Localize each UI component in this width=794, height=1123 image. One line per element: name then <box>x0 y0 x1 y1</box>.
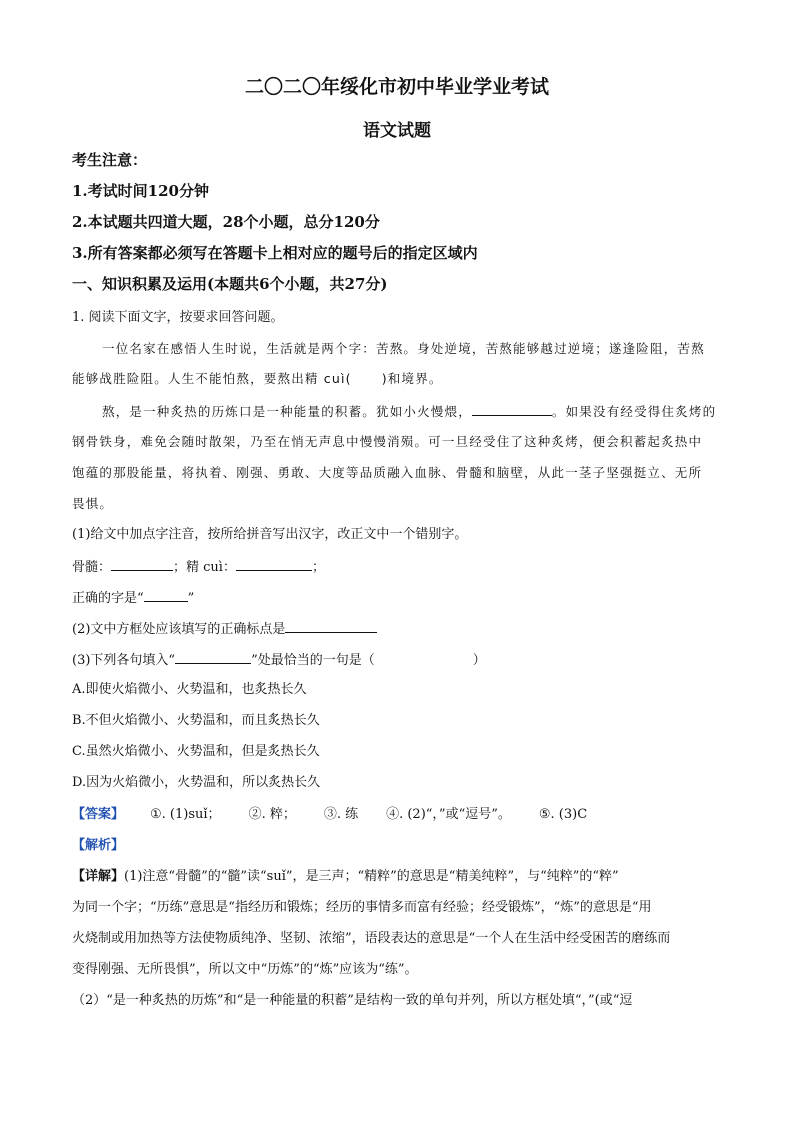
passage-1-line-2 <box>72 369 724 389</box>
option-c[interactable]: C.虽然火焰微小、火势温和，但是炙热长久 <box>72 744 320 759</box>
passage-1-line-2-end: )和境界。 <box>381 371 443 386</box>
exam-subtitle: 语文试题 <box>363 121 431 141</box>
detail-tag: 【详解】 <box>72 869 125 884</box>
passage-2-line-3: 饱蕴的那股能量，将执着、刚强、勇敢、大度等品质融入血脉、骨髓和脑壁，从此一茎子坚强挺立、无所 <box>72 465 703 480</box>
answer-item-1: ①. (1)suǐ； <box>150 807 221 822</box>
passage-2-line-4: 畏惧。 <box>72 496 114 511</box>
correct-char-label: 正确的字是“ <box>72 591 144 606</box>
punctuation-blank[interactable] <box>285 618 377 633</box>
analysis-line-4: 变得刚强、无所畏惧”，所以文中“历炼”的“炼”应该为“练”。 <box>72 962 418 977</box>
passage-2-line-1-text: 熬，是一种炙热的历炼口是一种能量的积蓄。犹如小火慢煨， <box>102 404 472 419</box>
analysis-line-3: 火烧制或用加热等方法使物质纯净、坚韧、浓缩”，语段表达的意思是“一个人在生活中经受困苦的磨练而 <box>72 931 671 946</box>
sub-question-3 <box>72 649 724 671</box>
sub-question-3-end: ） <box>472 653 486 668</box>
passage-1-line-1: 一位名家在感悟人生时说，生活就是两个字：苦熬。身处逆境，苦熬能够越过逆境；遂逢险阻，苦熬 <box>102 341 705 356</box>
fill-label-gusui: 骨髓： <box>72 560 112 575</box>
answer-item-5: ⑤. (3)C <box>538 807 588 822</box>
answer-item-2: ②. 粹； <box>248 807 296 822</box>
section-1-heading: 一、知识积累及运用(本题共6个小题，共27分) <box>72 275 388 293</box>
notice-item-3: 3.所有答案都必须写在答题卡上相对应的题号后的指定区域内 <box>72 244 478 262</box>
analysis-line-2: 为同一个字；“历练”意思是“指经历和锻炼；经历的事情多而富有经验；经受锻炼”，“炼”的意思是“用 <box>72 900 652 915</box>
answer-item-3: ③. 练 <box>323 807 359 822</box>
analysis-line-1-text: (1)注意“骨髓”的“髓”读“suǐ”，是三声；“精粹”的意思是“精美纯粹”，与“纯粹”的“粹” <box>124 869 619 884</box>
gusui-answer-blank[interactable] <box>111 556 173 571</box>
notice-item-1: 1.考试时间120分钟 <box>72 182 209 200</box>
correct-char-blank[interactable] <box>144 587 188 602</box>
sub-question-1-correct <box>72 587 724 609</box>
fill-label-jingcui: ；精 cuì： <box>173 560 236 575</box>
passage-2-line-1-end: 。如果没有经受得住炙烤的 <box>551 404 717 419</box>
sub-question-3-text: (3)下列各句填入“ <box>72 653 176 668</box>
analysis-heading <box>72 836 724 856</box>
sub-question-1: (1)给文中加点字注音，按所给拼音写出汉字，改正文中一个错别字。 <box>72 527 468 542</box>
sub-question-1-fill <box>72 556 724 578</box>
option-b[interactable]: B.不但火焰微小、火势温和，而且炙热长久 <box>72 713 320 728</box>
analysis-tag: 【解析】 <box>72 838 125 853</box>
sub-question-2 <box>72 618 724 640</box>
passage-2-line-1 <box>102 401 724 422</box>
exam-title: 二〇二〇年绥化市初中毕业学业考试 <box>244 76 549 98</box>
option-d[interactable]: D.因为火焰微小，火势温和，所以炙热长久 <box>72 775 321 790</box>
sub-question-3-mid: ”处最恰当的一句是（ <box>251 653 375 668</box>
question-1-prompt: 1. 阅读下面文字，按要求回答问题。 <box>72 310 284 325</box>
jingcui-answer-blank[interactable] <box>236 556 312 571</box>
analysis-line-5: （2）“是一种炙热的历炼”和“是一种能量的积蓄”是结构一致的单句并列，所以方框处填“，”(或“逗 <box>72 993 633 1008</box>
sentence-blank[interactable] <box>472 401 552 416</box>
answer-row <box>72 805 724 825</box>
notice-item-2: 2.本试题共四道大题，28个小题，总分120分 <box>72 213 380 231</box>
answer-tag: 【答案】 <box>72 807 125 822</box>
correct-char-end: ” <box>187 591 195 606</box>
fill-end: ； <box>311 560 325 575</box>
option-a[interactable]: A.即使火焰微小、火势温和，也炙热长久 <box>72 682 307 697</box>
passage-2-line-2: 钢骨铁身，难免会随时散架，乃至在悄无声息中慢慢消殒。可一旦经受住了这种炙烤，便会积蓄起炙热中 <box>72 434 703 449</box>
analysis-line-1 <box>72 867 724 887</box>
passage-1-line-2-text: 能够战胜险阻。人生不能怕熬，要熬出精 cuì( <box>72 371 352 386</box>
quoted-blank <box>175 649 251 664</box>
notice-heading: 考生注意： <box>72 151 148 169</box>
sub-question-2-text: (2)文中方框处应该填写的正确标点是 <box>72 622 286 637</box>
answer-item-4: ④. (2)“，”或“逗号”。 <box>386 807 511 822</box>
